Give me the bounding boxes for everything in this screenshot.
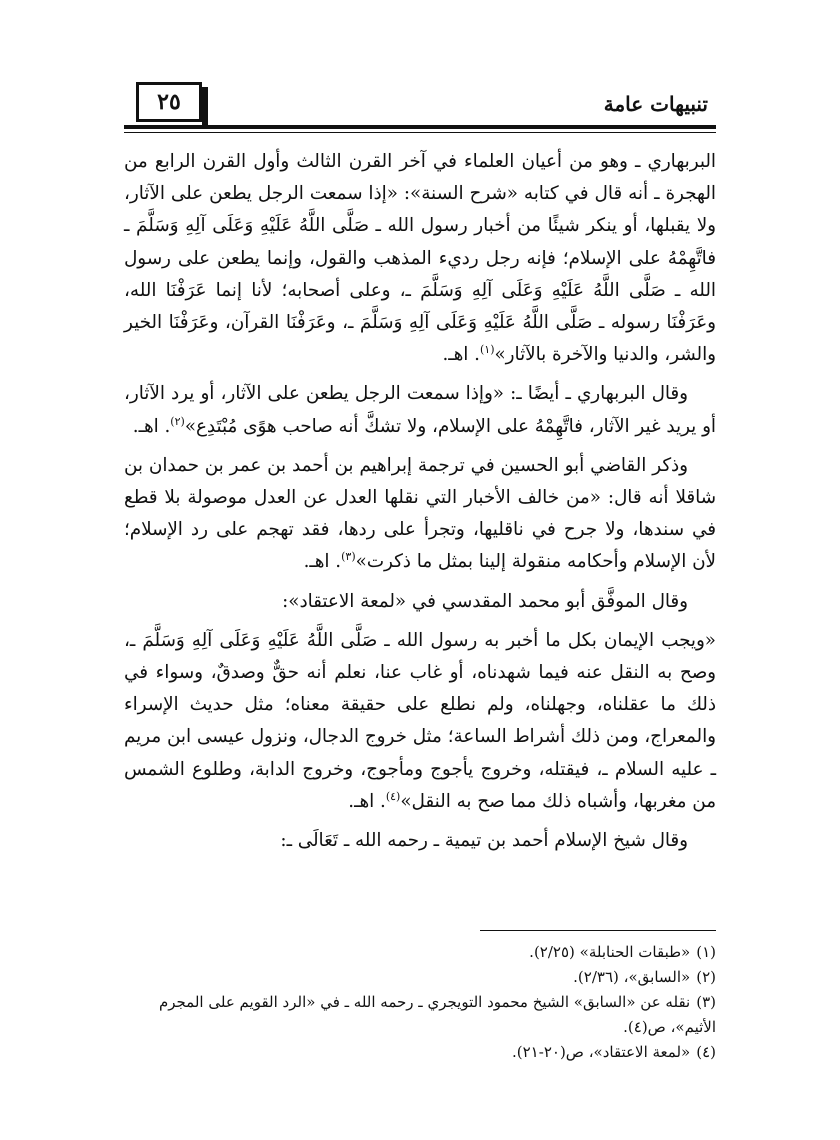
footnote-ref-3: (٣): [341, 550, 356, 564]
footnote-ref-2: (٢): [170, 414, 185, 428]
footnote-3: (٣)نقله عن «السابق» الشيخ محمود التويجري ـ رحمه الله ـ في «الرد القويم على المجرم الأثيم»، ص(٤).: [158, 993, 716, 1036]
main-text: [124, 146, 716, 864]
paragraph-5: «ويجب الإيمان بكل ما أخبر به رسول الله ـ صَلَّى اللَّهُ عَلَيْهِ وَعَلَى آلِهِ وَسَلَّمَ ـ، وصح به النقل عنه فيما شهدناه، أو غاب عنا، نعلم أنه حقٌّ وصدقٌ، وسواء في ذلك ما عقلناه، وجهلناه، ولم نطلع على حقيقة معناه؛ مثل حديث الإسراء والمعراج، ومن ذلك أشراط الساعة؛ مثل خروج الدجال، ونزول عيسى ابن مريم ـ عليه السلام ـ، فيقتله، وخروج يأجوج ومأجوج، وخروج الدابة، وطلوع الشمس من مغربها، وأشباه ذلك مما صح به النقل»$^{(٤)}$. اهـ.: [124, 629, 716, 812]
paragraph-3: وذكر القاضي أبو الحسين في ترجمة إبراهيم بن أحمد بن عمر بن حمدان بن شاقلا أنه قال: «من خالف الأخبار التي نقلها العدل عن العدل موصولة بلا قطع في سندها، ولا جرح في ناقليها، وتجرأ على ردها، فقد تهجم على رد الإسلام؛ لأن الإسلام وأحكامه منقولة إلينا بمثل ما ذكرت»$^{(٣)}$. اهـ.: [124, 454, 716, 573]
paragraph-1: البربهاري ـ وهو من أعيان العلماء في آخر القرن الثالث وأول القرن الرابع من الهجرة ـ أنه قال في كتابه «شرح السنة»: «إذا سمعت الرجل يطعن على الآثار، ولا يقبلها، أو ينكر شيئًا من أخبار رسول الله ـ صَلَّى اللَّهُ عَلَيْهِ وَعَلَى آلِهِ وَسَلَّمَ ـ فاتَّهِمْهُ على الإسلام؛ فإنه رجل رديء المذهب والقول، وإنما يطعن على رسول الله ـ صَلَّى اللَّهُ عَلَيْهِ وَعَلَى آلِهِ وَسَلَّمَ ـ، وعلى أصحابه؛ لأنا إنما عَرَفْنَا الله، وعَرَفْنَا رسوله ـ صَلَّى اللَّهُ عَلَيْهِ وَعَلَى آلِهِ وَسَلَّمَ ـ، وعَرَفْنَا القرآن، وعَرَفْنَا الخير والشر، والدنيا والآخرة بالآثار»$^{(١)}$. اهـ.: [124, 151, 716, 366]
paragraph-4: وقال الموفَّق أبو محمد المقدسي في «لمعة الاعتقاد»:: [282, 590, 688, 612]
header-rule-thick: [124, 125, 716, 129]
footnote-ref-4: (٤): [385, 789, 401, 803]
paragraph-6: وقال شيخ الإسلام أحمد بن تيمية ـ رحمه الله ـ تَعَالَى ـ:: [280, 830, 688, 852]
footnote-2: (٢)«السابق»، (٢/٣٦).: [573, 968, 716, 986]
running-title: تنبيهات عامة: [603, 92, 708, 116]
page-number: ٢٥: [136, 82, 202, 122]
footnote-1: (١)«طبقات الحنابلة» (٢/٢٥).: [529, 943, 716, 961]
footnote-separator: [480, 930, 716, 931]
footnote-4: (٤)«لمعة الاعتقاد»، ص(٢٠-٢١).: [511, 1043, 716, 1061]
footnotes: [124, 940, 716, 1065]
paragraph-2: وقال البربهاري ـ أيضًا ـ: «وإذا سمعت الرجل يطعن على الآثار، أو يرد الآثار، أو يريد غير الآثار، فاتَّهِمْهُ على الإسلام، ولا تشكَّ أنه صاحب هوًى مُبْتَدِع»$^{(٢)}$. اهـ.: [124, 383, 716, 437]
footnote-ref-1: (١): [479, 343, 495, 357]
header-rule-thin: [124, 132, 716, 133]
